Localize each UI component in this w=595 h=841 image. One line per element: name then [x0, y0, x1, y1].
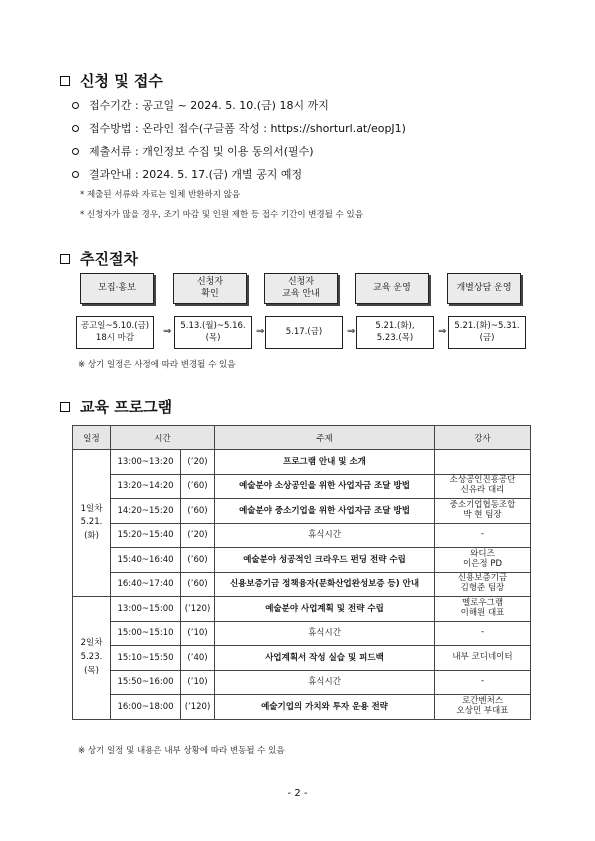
arrow-right-icon: ⇒: [438, 326, 447, 337]
program-note: ※ 상기 일정 및 내용은 내부 상황에 따라 변동될 수 있음: [78, 746, 285, 756]
square-bullet-icon: [60, 402, 70, 412]
procedure-step: 신청자 확인: [173, 273, 247, 304]
session-topic: 예술분야 중소기업을 위한 사업자금 조달 방법: [215, 499, 435, 524]
session-duration: (’20): [181, 523, 215, 548]
procedure-date: 5.21.(화)~5.31.(금): [448, 316, 526, 349]
arrow-right-icon: ⇒: [256, 326, 265, 337]
session-instructor: -: [435, 523, 531, 548]
session-time: 15:00~15:10: [111, 621, 181, 646]
section-title-program: [60, 396, 172, 417]
session-duration: (’10): [181, 670, 215, 695]
application-item-text: 접수방법 : 온라인 접수(구글폼 작성 : https://shorturl.at/eopJ1): [89, 122, 406, 135]
session-duration: (’60): [181, 499, 215, 524]
session-time: 13:00~15:00: [111, 597, 181, 622]
table-row: [73, 695, 531, 720]
procedure-date: 5.17.(금): [265, 316, 343, 349]
session-duration: (’20): [181, 450, 215, 475]
application-note: * 제출된 서류와 자료는 일체 반환하지 않음: [80, 190, 241, 200]
circle-bullet-icon: [72, 102, 79, 109]
session-topic: 신용보증기금 정책융자(문화산업완성보증 등) 안내: [215, 572, 435, 597]
procedure-step: 교육 운영: [355, 273, 429, 304]
application-item-text: 제출서류 : 개인정보 수집 및 이용 동의서(필수): [89, 145, 314, 158]
table-row: [73, 548, 531, 573]
session-topic: 사업계획서 작성 실습 및 피드백: [215, 646, 435, 671]
application-note: * 신청자가 많을 경우, 조기 마감 및 인원 제한 등 접수 기간이 변경될 수 있음: [80, 210, 363, 220]
table-row: [73, 450, 531, 475]
application-item: [72, 143, 314, 159]
session-time: 15:40~16:40: [111, 548, 181, 573]
circle-bullet-icon: [72, 125, 79, 132]
procedure-note: ※ 상기 일정은 사정에 따라 변경될 수 있음: [78, 360, 236, 370]
day-label: 2일차 5.23. (목): [73, 597, 111, 720]
session-topic: 휴식시간: [215, 670, 435, 695]
circle-bullet-icon: [72, 171, 79, 178]
session-time: 16:40~17:40: [111, 572, 181, 597]
day-label: 1일차 5.21. (화): [73, 450, 111, 597]
session-topic: 예술기업의 가치와 투자 운용 전략: [215, 695, 435, 720]
header-instructor: 강사: [435, 426, 531, 450]
header-day: 일정: [73, 426, 111, 450]
section-title-text: 추진절차: [80, 250, 138, 268]
header-topic: 주제: [215, 426, 435, 450]
session-time: 14:20~15:20: [111, 499, 181, 524]
application-item: [72, 97, 329, 113]
procedure-date: 공고일~5.10.(금) 18시 마감: [76, 316, 154, 349]
procedure-date: 5.21.(화), 5.23.(목): [356, 316, 434, 349]
application-item: [72, 166, 302, 182]
square-bullet-icon: [60, 76, 70, 86]
session-instructor: 로간벤처스 오상민 부대표: [435, 695, 531, 720]
procedure-step: 신청자 교육 안내: [264, 273, 338, 304]
application-item-text: 접수기간 : 공고일 ~ 2024. 5. 10.(금) 18시 까지: [89, 99, 329, 112]
session-duration: (’120): [181, 597, 215, 622]
session-time: 15:10~15:50: [111, 646, 181, 671]
table-row: [73, 646, 531, 671]
session-topic: 휴식시간: [215, 523, 435, 548]
session-time: 15:50~16:00: [111, 670, 181, 695]
session-duration: (’10): [181, 621, 215, 646]
application-item: [72, 120, 406, 136]
page-number: - 2 -: [287, 788, 308, 799]
session-topic: 예술분야 성공적인 크라우드 펀딩 전략 수립: [215, 548, 435, 573]
table-row: [73, 474, 531, 499]
session-duration: (’120): [181, 695, 215, 720]
table-row: [73, 523, 531, 548]
session-instructor: 소상공인진흥공단 신유라 대리: [435, 474, 531, 499]
table-header-row: [73, 426, 531, 450]
arrow-right-icon: ⇒: [347, 326, 356, 337]
table-row: [73, 670, 531, 695]
session-time: 13:20~14:20: [111, 474, 181, 499]
session-topic: 예술분야 사업계획 및 전략 수립: [215, 597, 435, 622]
session-instructor: 내부 코디네이터: [435, 646, 531, 671]
session-instructor: 와디즈 이은정 PD: [435, 548, 531, 573]
table-row: [73, 597, 531, 622]
session-topic: 휴식시간: [215, 621, 435, 646]
circle-bullet-icon: [72, 148, 79, 155]
application-item-text: 결과안내 : 2024. 5. 17.(금) 개별 공지 예정: [89, 168, 303, 181]
session-time: 13:00~13:20: [111, 450, 181, 475]
section-title-text: 신청 및 접수: [80, 72, 163, 90]
section-title-procedure: [60, 248, 138, 269]
session-topic: 예술분야 소상공인을 위한 사업자금 조달 방법: [215, 474, 435, 499]
procedure-date: 5.13.(월)~5.16.(목): [174, 316, 252, 349]
session-time: 15:20~15:40: [111, 523, 181, 548]
session-duration: (’40): [181, 646, 215, 671]
session-instructor: -: [435, 670, 531, 695]
procedure-step: 모집·홍보: [80, 273, 154, 304]
arrow-right-icon: ⇒: [163, 326, 172, 337]
session-duration: (’60): [181, 548, 215, 573]
session-instructor: -: [435, 621, 531, 646]
header-time: 시간: [111, 426, 215, 450]
session-instructor: [435, 450, 531, 475]
table-row: [73, 572, 531, 597]
session-duration: (’60): [181, 474, 215, 499]
section-title-application: [60, 70, 163, 91]
square-bullet-icon: [60, 254, 70, 264]
table-row: [73, 621, 531, 646]
session-instructor: 멜로우그램 이해원 대표: [435, 597, 531, 622]
session-topic: 프로그램 안내 및 소개: [215, 450, 435, 475]
session-instructor: 신용보증기금 김형준 팀장: [435, 572, 531, 597]
session-instructor: 중소기업협동조합 박 현 팀장: [435, 499, 531, 524]
program-table: [72, 425, 531, 720]
procedure-step: 개별상담 운영: [447, 273, 521, 304]
session-duration: (’60): [181, 572, 215, 597]
table-row: [73, 499, 531, 524]
section-title-text: 교육 프로그램: [80, 398, 173, 416]
session-time: 16:00~18:00: [111, 695, 181, 720]
